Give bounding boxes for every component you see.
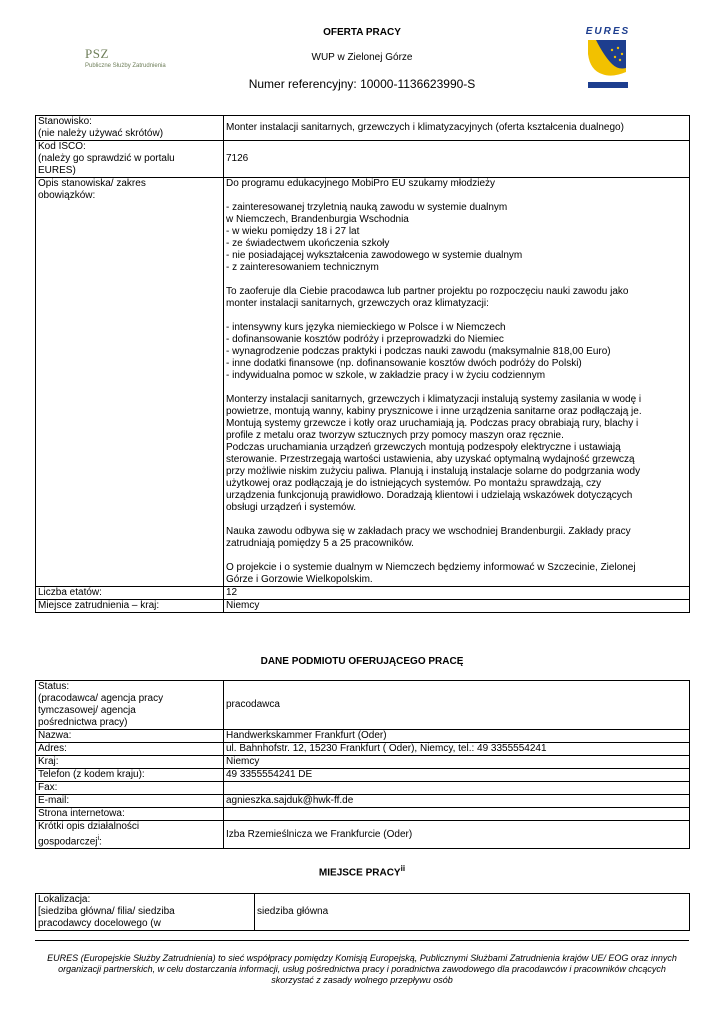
phone-row (36, 769, 690, 782)
description-line: - z zainteresowaniem technicznym (226, 262, 379, 273)
location-label: [siedziba główna/ filia/ siedziba (38, 906, 175, 917)
description-label: Opis stanowiska/ zakres (38, 178, 146, 189)
description-line: - ze świadectwem ukończenia szkoły (226, 238, 390, 249)
employment-country-value: Niemcy (224, 600, 690, 613)
svg-text:EURES: EURES (585, 26, 631, 37)
description-line: Monterzy instalacji sanitarnych, grzewczych i klimatyzacji instalują systemy zasilania w wodę i (226, 394, 642, 405)
description-line: O projekcie i o systemie dualnym w Niemczech będziemy informować w Szczecinie, Zielonej (226, 562, 636, 573)
position-row (36, 116, 690, 141)
position-label: Stanowisko: (38, 116, 92, 127)
activity-value: Izba Rzemieślnicza we Frankfurcie (Oder) (224, 821, 690, 849)
description-line: urządzenia funkcjonują prawidłowo. Doradzają klientowi i udzielają wskazówek dotyczących (226, 490, 633, 501)
activity-label-text: gospodarczej (38, 836, 98, 848)
location-label: pracodawcy docelowego (w (38, 918, 161, 929)
footer-divider (35, 940, 689, 941)
description-row (36, 178, 690, 587)
phone-value: 49 3355554241 DE (224, 769, 690, 782)
country-label: Kraj: (36, 756, 224, 769)
status-label: tymczasowej/ agencja (38, 705, 136, 716)
fax-row (36, 782, 690, 795)
positions-count-label: Liczba etatów: (36, 587, 224, 600)
description-line: Nauka zawodu odbywa się w zakładach pracy we wschodniej Brandenburgii. Zakłady pracy (226, 526, 631, 537)
description-line: przy możliwie niskim zużyciu paliwa. Planują i instalują instalacje solarne do podgrzania wody (226, 466, 641, 477)
workplace-table (35, 893, 690, 931)
description-line: powietrze, montują wanny, kabiny prysznicowe i inne urządzenia sanitarne oraz podłączają je. (226, 406, 642, 417)
description-line: monter instalacji sanitarnych, grzewczych oraz klimatyzacji: (226, 298, 489, 309)
description-spacer (226, 190, 687, 202)
description-line: - indywidualna pomoc w szkole, w zakładzie pracy i w życiu codziennym (226, 370, 546, 381)
description-line: - w wieku pomiędzy 18 i 27 lat (226, 226, 360, 237)
description-line: profile z metalu oraz tworzyw sztucznych przy pomocy maszyn oraz ręcznie. (226, 430, 564, 441)
website-value (224, 808, 690, 821)
reference-number: Numer referencyjny: 10000-1136623990-S (248, 77, 476, 91)
psz-logo-subtext: Publiczne Służby Zatrudnienia (85, 63, 166, 69)
psz-logo-text: PSZ (85, 46, 109, 61)
employer-table (35, 680, 690, 849)
description-line: w Niemczech, Brandenburgia Wschodnia (226, 214, 409, 225)
activity-label: Krótki opis działalności (38, 821, 140, 832)
location-label-cell (36, 894, 255, 931)
document-header (0, 0, 724, 110)
address-value: ul. Bahnhofstr. 12, 15230 Frankfurt ( Oder), Niemcy, tel.: 49 3355554241 (224, 743, 690, 756)
email-label: E-mail: (36, 795, 224, 808)
isco-value: 7126 (224, 141, 690, 178)
isco-note: (należy go sprawdzić w portalu (38, 153, 175, 164)
address-label: Adres: (36, 743, 224, 756)
name-row (36, 730, 690, 743)
employment-country-row (36, 600, 690, 613)
position-value: Monter instalacji sanitarnych, grzewczych i klimatyzacyjnych (oferta kształcenia dualnego) (224, 116, 690, 141)
footnote-marker: ii (400, 864, 406, 873)
location-label: Lokalizacja: (38, 894, 91, 905)
isco-row (36, 141, 690, 178)
isco-label-cell (36, 141, 224, 178)
fax-label: Fax: (36, 782, 224, 795)
employment-country-label: Miejsce zatrudnienia – kraj: (36, 600, 224, 613)
description-line: Do programu edukacyjnego MobiPro EU szukamy młodzieży (226, 178, 496, 189)
activity-label-cell (36, 821, 224, 849)
positions-count-row (36, 587, 690, 600)
address-row (36, 743, 690, 756)
description-line: Montują systemy grzewcze i kotły oraz uruchamiają ją. Podczas pracy obrabiają rury, blachy i (226, 418, 639, 429)
description-line: zatrudniają pomiędzy 5 a 25 pracowników. (226, 538, 414, 549)
location-value: siedziba główna (255, 894, 690, 931)
description-label-cell (36, 178, 224, 587)
status-value: pracodawca (224, 681, 690, 730)
description-spacer (226, 310, 687, 322)
description-line: Górze i Gorzowie Wielkopolskim. (226, 574, 373, 585)
location-row (36, 894, 690, 931)
description-spacer (226, 514, 687, 526)
description-value (224, 178, 690, 587)
description-line: - wynagrodzenie podczas praktyki i podczas nauki zawodu (maksymalnie 818,00 Euro) (226, 346, 611, 357)
description-line: użytkowej oraz podłączają je do istniejących systemów. Po montażu sprawdzają, czy (226, 478, 602, 489)
country-value: Niemcy (224, 756, 690, 769)
activity-label-colon: : (99, 836, 102, 848)
eures-logo (582, 24, 634, 92)
footnote-marker: i (97, 835, 100, 842)
description-line: - dofinansowanie kosztów podróży i przeprowadzki do Niemiec (226, 334, 504, 345)
employer-section-title: DANE PODMIOTU OFERUJĄCEGO PRACĘ (260, 656, 464, 667)
description-line: - intensywny kurs języka niemieckiego w Polsce i w Niemczech (226, 322, 506, 333)
status-label-cell (36, 681, 224, 730)
country-row (36, 756, 690, 769)
position-note: (nie należy używać skrótów) (38, 128, 164, 139)
offer-details-table (35, 115, 690, 613)
status-label: Status: (38, 681, 70, 692)
workplace-section-title (0, 864, 724, 878)
phone-label: Telefon (z kodem kraju): (36, 769, 224, 782)
website-label: Strona internetowa: (36, 808, 224, 821)
description-line: To zaoferuje dla Ciebie pracodawca lub partner projektu po rozpoczęciu nauki zawodu jako (226, 286, 629, 297)
description-spacer (226, 274, 687, 286)
activity-row (36, 821, 690, 849)
description-label: obowiązków: (38, 190, 96, 201)
fax-value (224, 782, 690, 795)
description-line: sterowanie. Przestrzegają wartości ustawienia, aby uzyskać optymalną wydajność grzewczą (226, 454, 635, 465)
footer-note: EURES (Europejskie Służby Zatrudnienia) to sieć współpracy pomiędzy Komisją Europejską, Publicznymi Służbami Zatrudnienia krajów UE/ EOG oraz innych organizacji partnerskich, w celu dostarczania informacji, usług pośrednictwa pracy i poradnictwa zawodowego dla pracodawców i pracowników chcących skorzystać z zasady wolnego przepływu osób (47, 953, 677, 985)
description-line: - nie posiadającej wykształcenia zawodowego w systemie dualnym (226, 250, 523, 261)
description-spacer (226, 382, 687, 394)
offer-title: OFERTA PRACY (323, 27, 401, 38)
activity-label-line2 (38, 833, 221, 848)
position-label-cell (36, 116, 224, 141)
description-line: - inne dodatki finansowe (np. dofinansowanie kosztów dwóch podróży do Polski) (226, 358, 582, 369)
status-row (36, 681, 690, 730)
email-row (36, 795, 690, 808)
status-label: pośrednictwa pracy) (38, 717, 128, 728)
email-value[interactable]: agnieszka.sajduk@hwk-ff.de (224, 795, 690, 808)
name-value: Handwerkskammer Frankfurt (Oder) (224, 730, 690, 743)
workplace-title-text: MIEJSCE PRACY (318, 867, 401, 879)
isco-note: EURES) (38, 165, 76, 176)
website-row (36, 808, 690, 821)
isco-label: Kod ISCO: (38, 141, 86, 152)
name-label: Nazwa: (36, 730, 224, 743)
office-name: WUP w Zielonej Górze (311, 52, 413, 63)
description-line: obsługi urządzeń i systemów. (226, 502, 357, 513)
description-line: - zainteresowanej trzyletnią nauką zawodu w systemie dualnym (226, 202, 508, 213)
positions-count-value: 12 (224, 587, 690, 600)
description-line: Podczas uruchamiania urządzeń grzewczych montują podzespoły elektryczne i ustawiają (226, 442, 621, 453)
description-spacer (226, 550, 687, 562)
status-label: (pracodawca/ agencja pracy (38, 693, 164, 704)
